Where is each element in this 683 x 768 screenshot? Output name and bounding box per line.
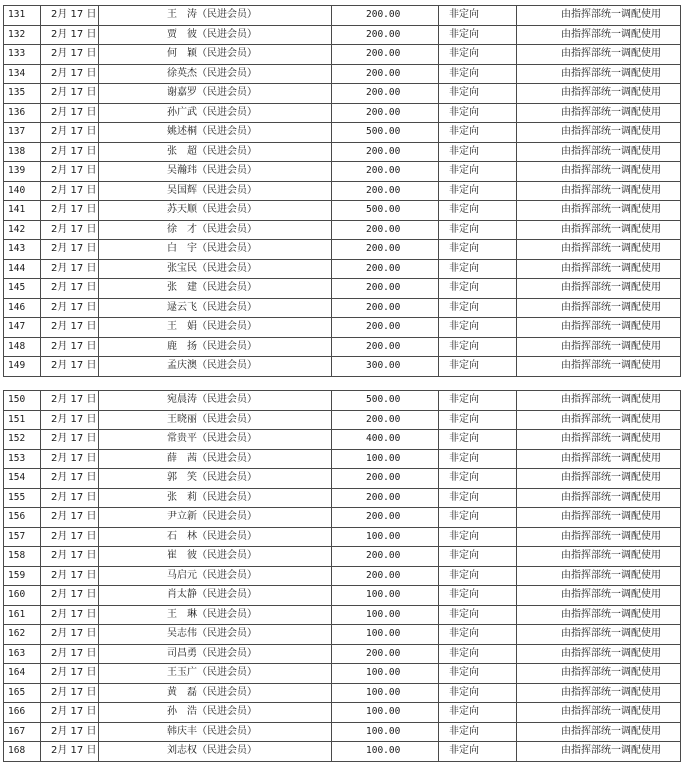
donor-name: 逯云飞（民进会员） [99, 298, 332, 318]
donation-amount: 200.00 [332, 220, 439, 240]
donor-name: 贾 彼（民进会员） [99, 25, 332, 45]
donation-date: 2月 17 日 [41, 605, 99, 625]
row-number: 163 [4, 644, 41, 664]
donor-name: 司昌勇（民进会员） [99, 644, 332, 664]
row-number: 133 [4, 45, 41, 65]
table-row [4, 644, 681, 664]
direction-type: 非定向 [439, 566, 517, 586]
direction-type: 非定向 [439, 142, 517, 162]
row-number: 148 [4, 337, 41, 357]
donation-date: 2月 17 日 [41, 703, 99, 723]
row-number: 141 [4, 201, 41, 221]
donation-date: 2月 17 日 [41, 201, 99, 221]
table-row [4, 357, 681, 377]
donation-date: 2月 17 日 [41, 25, 99, 45]
donation-date: 2月 17 日 [41, 318, 99, 338]
donation-amount: 200.00 [332, 410, 439, 430]
direction-type: 非定向 [439, 703, 517, 723]
usage-note: 由指挥部统一调配使用 [517, 664, 681, 684]
direction-type: 非定向 [439, 742, 517, 762]
usage-note: 由指挥部统一调配使用 [517, 64, 681, 84]
table-body [4, 6, 681, 377]
donation-amount: 200.00 [332, 337, 439, 357]
usage-note: 由指挥部统一调配使用 [517, 449, 681, 469]
row-number: 147 [4, 318, 41, 338]
usage-note: 由指挥部统一调配使用 [517, 742, 681, 762]
direction-type: 非定向 [439, 625, 517, 645]
row-number: 168 [4, 742, 41, 762]
usage-note: 由指挥部统一调配使用 [517, 488, 681, 508]
usage-note: 由指挥部统一调配使用 [517, 45, 681, 65]
donation-date: 2月 17 日 [41, 162, 99, 182]
donation-amount: 200.00 [332, 644, 439, 664]
row-number: 159 [4, 566, 41, 586]
row-number: 146 [4, 298, 41, 318]
donation-date: 2月 17 日 [41, 527, 99, 547]
usage-note: 由指挥部统一调配使用 [517, 84, 681, 104]
donation-date: 2月 17 日 [41, 547, 99, 567]
donation-amount: 200.00 [332, 84, 439, 104]
donation-amount: 200.00 [332, 259, 439, 279]
row-number: 145 [4, 279, 41, 299]
usage-note: 由指挥部统一调配使用 [517, 644, 681, 664]
table-row [4, 201, 681, 221]
table-row [4, 103, 681, 123]
donation-amount: 200.00 [332, 103, 439, 123]
row-number: 136 [4, 103, 41, 123]
row-number: 143 [4, 240, 41, 260]
donor-name: 韩庆丰（民进会员） [99, 722, 332, 742]
direction-type: 非定向 [439, 318, 517, 338]
donor-name: 宛晨涛（民进会员） [99, 391, 332, 411]
donation-amount: 200.00 [332, 318, 439, 338]
row-number: 167 [4, 722, 41, 742]
table-row [4, 625, 681, 645]
usage-note: 由指挥部统一调配使用 [517, 391, 681, 411]
donor-name: 鹿 扬（民进会员） [99, 337, 332, 357]
direction-type: 非定向 [439, 357, 517, 377]
donation-date: 2月 17 日 [41, 181, 99, 201]
row-number: 144 [4, 259, 41, 279]
usage-note: 由指挥部统一调配使用 [517, 508, 681, 528]
usage-note: 由指挥部统一调配使用 [517, 162, 681, 182]
donation-date: 2月 17 日 [41, 103, 99, 123]
usage-note: 由指挥部统一调配使用 [517, 337, 681, 357]
table-row [4, 449, 681, 469]
direction-type: 非定向 [439, 488, 517, 508]
row-number: 160 [4, 586, 41, 606]
direction-type: 非定向 [439, 279, 517, 299]
table-row [4, 605, 681, 625]
donation-table [3, 390, 681, 762]
table-row [4, 430, 681, 450]
direction-type: 非定向 [439, 337, 517, 357]
direction-type: 非定向 [439, 430, 517, 450]
table-row [4, 6, 681, 26]
row-number: 162 [4, 625, 41, 645]
donor-name: 吴瀚玮（民进会员） [99, 162, 332, 182]
table-row [4, 703, 681, 723]
donor-name: 何 颖（民进会员） [99, 45, 332, 65]
table-row [4, 45, 681, 65]
table-row [4, 742, 681, 762]
table-row [4, 664, 681, 684]
row-number: 166 [4, 703, 41, 723]
direction-type: 非定向 [439, 722, 517, 742]
donor-name: 苏天顺（民进会员） [99, 201, 332, 221]
table-row [4, 586, 681, 606]
donation-amount: 200.00 [332, 547, 439, 567]
direction-type: 非定向 [439, 469, 517, 489]
donation-amount: 100.00 [332, 722, 439, 742]
direction-type: 非定向 [439, 547, 517, 567]
table-row [4, 722, 681, 742]
donor-name: 王玉广（民进会员） [99, 664, 332, 684]
table-row [4, 337, 681, 357]
table-body [4, 391, 681, 762]
usage-note: 由指挥部统一调配使用 [517, 566, 681, 586]
donor-name: 谢嘉罗（民进会员） [99, 84, 332, 104]
usage-note: 由指挥部统一调配使用 [517, 605, 681, 625]
donor-name: 白 宇（民进会员） [99, 240, 332, 260]
donation-date: 2月 17 日 [41, 625, 99, 645]
donation-amount: 100.00 [332, 683, 439, 703]
table-row [4, 410, 681, 430]
table-row [4, 547, 681, 567]
usage-note: 由指挥部统一调配使用 [517, 103, 681, 123]
direction-type: 非定向 [439, 181, 517, 201]
table-row [4, 259, 681, 279]
donation-amount: 100.00 [332, 586, 439, 606]
usage-note: 由指挥部统一调配使用 [517, 142, 681, 162]
donor-name: 王 娟（民进会员） [99, 318, 332, 338]
row-number: 137 [4, 123, 41, 143]
table-row [4, 566, 681, 586]
donation-amount: 200.00 [332, 181, 439, 201]
row-number: 156 [4, 508, 41, 528]
row-number: 165 [4, 683, 41, 703]
donation-amount: 100.00 [332, 449, 439, 469]
donor-name: 常贵平（民进会员） [99, 430, 332, 450]
direction-type: 非定向 [439, 664, 517, 684]
row-number: 140 [4, 181, 41, 201]
row-number: 164 [4, 664, 41, 684]
donation-date: 2月 17 日 [41, 644, 99, 664]
donor-name: 孙广武（民进会员） [99, 103, 332, 123]
table-row [4, 318, 681, 338]
donation-amount: 100.00 [332, 527, 439, 547]
usage-note: 由指挥部统一调配使用 [517, 722, 681, 742]
donation-amount: 200.00 [332, 279, 439, 299]
donation-date: 2月 17 日 [41, 64, 99, 84]
row-number: 154 [4, 469, 41, 489]
donation-date: 2月 17 日 [41, 142, 99, 162]
donor-name: 张宝民（民进会员） [99, 259, 332, 279]
donor-name: 张 莉（民进会员） [99, 488, 332, 508]
donor-name: 徐英杰（民进会员） [99, 64, 332, 84]
usage-note: 由指挥部统一调配使用 [517, 123, 681, 143]
donation-date: 2月 17 日 [41, 391, 99, 411]
direction-type: 非定向 [439, 162, 517, 182]
table-row [4, 240, 681, 260]
donation-date: 2月 17 日 [41, 742, 99, 762]
table-row [4, 488, 681, 508]
donor-name: 吴国辉（民进会员） [99, 181, 332, 201]
donation-table-block-1 [3, 5, 680, 377]
direction-type: 非定向 [439, 298, 517, 318]
usage-note: 由指挥部统一调配使用 [517, 298, 681, 318]
donation-date: 2月 17 日 [41, 279, 99, 299]
direction-type: 非定向 [439, 449, 517, 469]
donor-name: 黄 磊（民进会员） [99, 683, 332, 703]
direction-type: 非定向 [439, 6, 517, 26]
row-number: 135 [4, 84, 41, 104]
direction-type: 非定向 [439, 201, 517, 221]
donation-date: 2月 17 日 [41, 664, 99, 684]
direction-type: 非定向 [439, 123, 517, 143]
donation-date: 2月 17 日 [41, 123, 99, 143]
usage-note: 由指挥部统一调配使用 [517, 259, 681, 279]
usage-note: 由指挥部统一调配使用 [517, 625, 681, 645]
row-number: 132 [4, 25, 41, 45]
donation-date: 2月 17 日 [41, 298, 99, 318]
donation-amount: 200.00 [332, 162, 439, 182]
donation-date: 2月 17 日 [41, 449, 99, 469]
donor-name: 尹立新（民进会员） [99, 508, 332, 528]
direction-type: 非定向 [439, 25, 517, 45]
donation-amount: 500.00 [332, 391, 439, 411]
table-row [4, 142, 681, 162]
donation-amount: 200.00 [332, 508, 439, 528]
direction-type: 非定向 [439, 240, 517, 260]
row-number: 139 [4, 162, 41, 182]
table-row [4, 391, 681, 411]
usage-note: 由指挥部统一调配使用 [517, 240, 681, 260]
donor-name: 刘志权（民进会员） [99, 742, 332, 762]
table-row [4, 683, 681, 703]
usage-note: 由指挥部统一调配使用 [517, 279, 681, 299]
donation-amount: 500.00 [332, 123, 439, 143]
direction-type: 非定向 [439, 259, 517, 279]
direction-type: 非定向 [439, 220, 517, 240]
donation-amount: 300.00 [332, 357, 439, 377]
donation-date: 2月 17 日 [41, 337, 99, 357]
donation-date: 2月 17 日 [41, 357, 99, 377]
table-row [4, 469, 681, 489]
row-number: 153 [4, 449, 41, 469]
donor-name: 王晓丽（民进会员） [99, 410, 332, 430]
row-number: 150 [4, 391, 41, 411]
direction-type: 非定向 [439, 508, 517, 528]
donor-name: 徐 才（民进会员） [99, 220, 332, 240]
donation-amount: 200.00 [332, 488, 439, 508]
donation-amount: 200.00 [332, 142, 439, 162]
usage-note: 由指挥部统一调配使用 [517, 357, 681, 377]
usage-note: 由指挥部统一调配使用 [517, 220, 681, 240]
donor-name: 肖太静（民进会员） [99, 586, 332, 606]
donation-amount: 200.00 [332, 6, 439, 26]
donation-amount: 100.00 [332, 664, 439, 684]
table-row [4, 220, 681, 240]
usage-note: 由指挥部统一调配使用 [517, 527, 681, 547]
donation-table [3, 5, 681, 377]
table-row [4, 527, 681, 547]
direction-type: 非定向 [439, 45, 517, 65]
donor-name: 吴志伟（民进会员） [99, 625, 332, 645]
table-row [4, 123, 681, 143]
row-number: 152 [4, 430, 41, 450]
direction-type: 非定向 [439, 683, 517, 703]
table-row [4, 298, 681, 318]
donation-amount: 500.00 [332, 201, 439, 221]
usage-note: 由指挥部统一调配使用 [517, 201, 681, 221]
usage-note: 由指挥部统一调配使用 [517, 430, 681, 450]
direction-type: 非定向 [439, 586, 517, 606]
donor-name: 崔 彼（民进会员） [99, 547, 332, 567]
usage-note: 由指挥部统一调配使用 [517, 586, 681, 606]
donation-date: 2月 17 日 [41, 586, 99, 606]
donor-name: 马启元（民进会员） [99, 566, 332, 586]
donation-date: 2月 17 日 [41, 722, 99, 742]
row-number: 157 [4, 527, 41, 547]
row-number: 155 [4, 488, 41, 508]
donor-name: 张 超（民进会员） [99, 142, 332, 162]
donation-amount: 100.00 [332, 703, 439, 723]
table-row [4, 162, 681, 182]
direction-type: 非定向 [439, 644, 517, 664]
donation-date: 2月 17 日 [41, 45, 99, 65]
donation-amount: 100.00 [332, 605, 439, 625]
donation-amount: 100.00 [332, 742, 439, 762]
direction-type: 非定向 [439, 103, 517, 123]
table-row [4, 279, 681, 299]
donor-name: 石 林（民进会员） [99, 527, 332, 547]
donation-amount: 200.00 [332, 240, 439, 260]
donation-date: 2月 17 日 [41, 259, 99, 279]
donation-amount: 200.00 [332, 298, 439, 318]
direction-type: 非定向 [439, 605, 517, 625]
donation-amount: 100.00 [332, 625, 439, 645]
donation-amount: 200.00 [332, 64, 439, 84]
usage-note: 由指挥部统一调配使用 [517, 181, 681, 201]
row-number: 142 [4, 220, 41, 240]
usage-note: 由指挥部统一调配使用 [517, 410, 681, 430]
donor-name: 张 建（民进会员） [99, 279, 332, 299]
donation-date: 2月 17 日 [41, 84, 99, 104]
donation-date: 2月 17 日 [41, 488, 99, 508]
donor-name: 孟庆澳（民进会员） [99, 357, 332, 377]
donation-amount: 200.00 [332, 469, 439, 489]
donation-date: 2月 17 日 [41, 220, 99, 240]
usage-note: 由指挥部统一调配使用 [517, 25, 681, 45]
donation-amount: 200.00 [332, 566, 439, 586]
donor-name: 姚述桐（民进会员） [99, 123, 332, 143]
donation-amount: 400.00 [332, 430, 439, 450]
row-number: 158 [4, 547, 41, 567]
donation-date: 2月 17 日 [41, 6, 99, 26]
donation-amount: 200.00 [332, 45, 439, 65]
direction-type: 非定向 [439, 84, 517, 104]
donation-date: 2月 17 日 [41, 683, 99, 703]
row-number: 149 [4, 357, 41, 377]
usage-note: 由指挥部统一调配使用 [517, 703, 681, 723]
table-row [4, 181, 681, 201]
direction-type: 非定向 [439, 527, 517, 547]
direction-type: 非定向 [439, 64, 517, 84]
donation-date: 2月 17 日 [41, 430, 99, 450]
table-row [4, 84, 681, 104]
donation-date: 2月 17 日 [41, 508, 99, 528]
donation-date: 2月 17 日 [41, 469, 99, 489]
row-number: 138 [4, 142, 41, 162]
usage-note: 由指挥部统一调配使用 [517, 318, 681, 338]
usage-note: 由指挥部统一调配使用 [517, 547, 681, 567]
table-row [4, 508, 681, 528]
donor-name: 郭 笑（民进会员） [99, 469, 332, 489]
donation-date: 2月 17 日 [41, 566, 99, 586]
donation-table-block-2 [3, 390, 680, 762]
usage-note: 由指挥部统一调配使用 [517, 683, 681, 703]
row-number: 131 [4, 6, 41, 26]
row-number: 151 [4, 410, 41, 430]
donation-amount: 200.00 [332, 25, 439, 45]
table-row [4, 25, 681, 45]
donor-name: 王 琳（民进会员） [99, 605, 332, 625]
table-row [4, 64, 681, 84]
usage-note: 由指挥部统一调配使用 [517, 6, 681, 26]
donor-name: 王 涛（民进会员） [99, 6, 332, 26]
direction-type: 非定向 [439, 391, 517, 411]
donor-name: 薛 茜（民进会员） [99, 449, 332, 469]
row-number: 134 [4, 64, 41, 84]
donation-date: 2月 17 日 [41, 240, 99, 260]
direction-type: 非定向 [439, 410, 517, 430]
donor-name: 孙 浩（民进会员） [99, 703, 332, 723]
usage-note: 由指挥部统一调配使用 [517, 469, 681, 489]
donation-date: 2月 17 日 [41, 410, 99, 430]
row-number: 161 [4, 605, 41, 625]
